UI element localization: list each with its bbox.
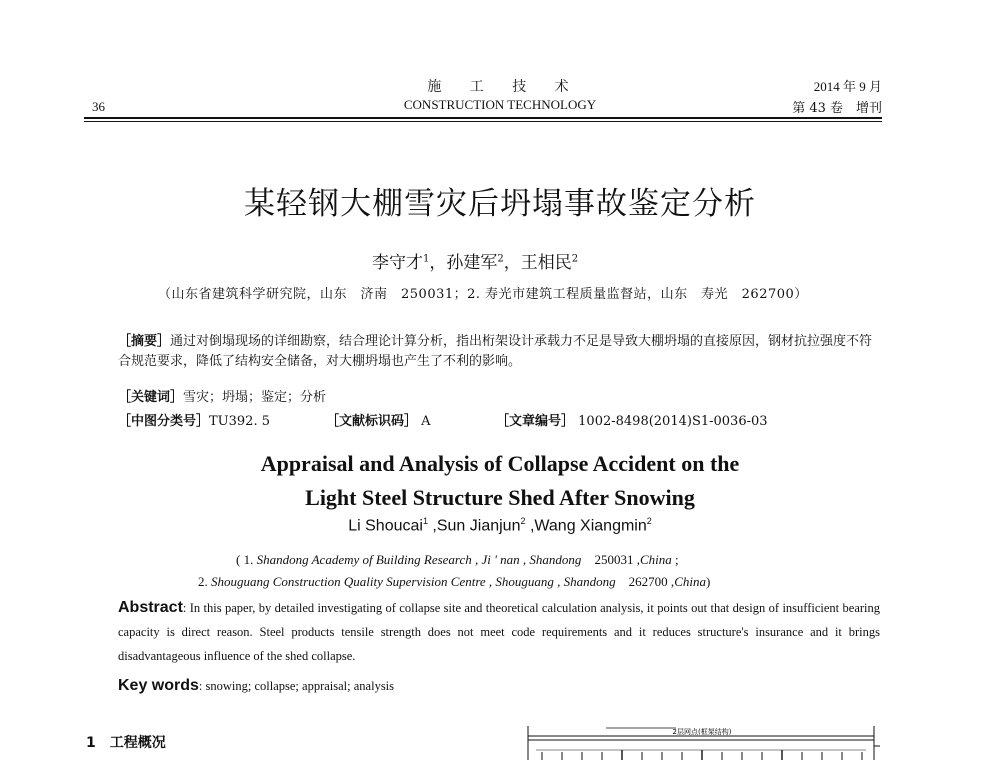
paper-title-en — [0, 447, 1000, 515]
journal-name-en: CONSTRUCTION TECHNOLOGY — [403, 97, 597, 112]
keywords-en-label: Key words — [118, 677, 199, 694]
author-name: Li Shoucai — [348, 517, 423, 535]
affiliation-en-2: 2. Shouguang Construction Quality Supervision Centre , Shouguang , Shandong 262700 ,China) — [198, 574, 711, 589]
keywords-cn — [118, 386, 326, 405]
authors-en: Li Shoucai$^1$ ,Sun Jianjun$^2$ ,Wang Xiangmin$^2$ — [348, 516, 652, 535]
keywords-en-text: : snowing; collapse; appraisal; analysis — [198, 679, 395, 693]
issue-volume: 第 43 卷 增刊 — [792, 101, 882, 116]
title-en-line-1: Appraisal and Analysis of Collapse Accident on the — [260, 451, 740, 476]
authors-cn: 李守才$^1$，孙建军$^2$，王相民$^2$ — [372, 253, 579, 273]
keywords-cn-label: ［关键词］ — [118, 390, 184, 405]
issue-date: 2014 年 9 月 — [813, 79, 882, 94]
title-en-line-2: Light Steel Structure Shed After Snowing — [305, 485, 695, 510]
section-1-heading: 1 工程概况 — [86, 735, 166, 751]
clc-field: ［中图分类号］TU392. 5 — [118, 414, 270, 429]
keywords-cn-text: 雪灾；坍塌；鉴定；分析 — [183, 390, 327, 405]
doc-code-field: ［文献标识码］ A — [326, 414, 431, 429]
header-rule-thin — [84, 121, 882, 122]
page-number: 36 — [92, 99, 105, 114]
author-affiliation-mark: 2 — [646, 516, 652, 526]
figure-caption: 2层网点(框架结构) — [672, 728, 732, 736]
abstract-cn-text: 通过对倒塌现场的详细勘察，结合理论计算分析，指出桁架设计承载力不足是导致大棚坍塌的直接原因，钢材抗拉强度不符合规范要求，降低了结构安全储备，对大棚坍塌也产生了不利的影响。 — [118, 334, 873, 369]
author-name: Sun Jianjun — [436, 517, 521, 535]
header-rule — [84, 117, 882, 119]
article-no-field: ［文章编号］ 1002-8498(2014)S1-0036-03 — [496, 414, 768, 429]
keywords-en — [118, 677, 394, 695]
frame-structure-figure — [526, 724, 882, 760]
author-affiliation-mark: 1 — [423, 253, 430, 265]
figure-partial — [526, 724, 882, 760]
abstract-en-text: : In this paper, by detailed investigating of collapse site and theoretical calculation analysis, it points out that design of insufficient bearing capacity is direct reason. Steel products tensile strength does not meet code requirements and it reduces structure's insurance and it brings disadvantageous influence of the shed collapse. — [118, 601, 880, 663]
author-affiliation-mark: 2 — [497, 253, 504, 265]
abstract-en-label: Abstract — [118, 599, 183, 616]
author-affiliation-mark: 2 — [571, 253, 579, 265]
author-name: 孙建军 — [446, 253, 498, 273]
affiliation-cn: （山东省建筑科学研究院，山东 济南 250031；2. 寿光市建筑工程质量监督站，山东 寿光 262700） — [158, 287, 808, 302]
paper-title-cn: 某轻钢大棚雪灾后坍塌事故鉴定分析 — [244, 186, 756, 222]
journal-name-cn: 施 工 技 术 — [427, 79, 581, 95]
author-affiliation-mark: 1 — [422, 516, 428, 526]
author-name: Wang Xiangmin — [534, 517, 647, 535]
author-name: 王相民 — [520, 253, 572, 273]
author-affiliation-mark: 2 — [520, 516, 526, 526]
author-name: 李守才 — [372, 253, 423, 273]
abstract-en — [118, 596, 880, 668]
abstract-cn — [118, 332, 878, 372]
affiliation-en-1: ( 1. Shandong Academy of Building Research , Ji ' nan , Shandong 250031 ,China ; — [236, 552, 679, 567]
abstract-cn-label: ［摘要］ — [118, 334, 171, 349]
